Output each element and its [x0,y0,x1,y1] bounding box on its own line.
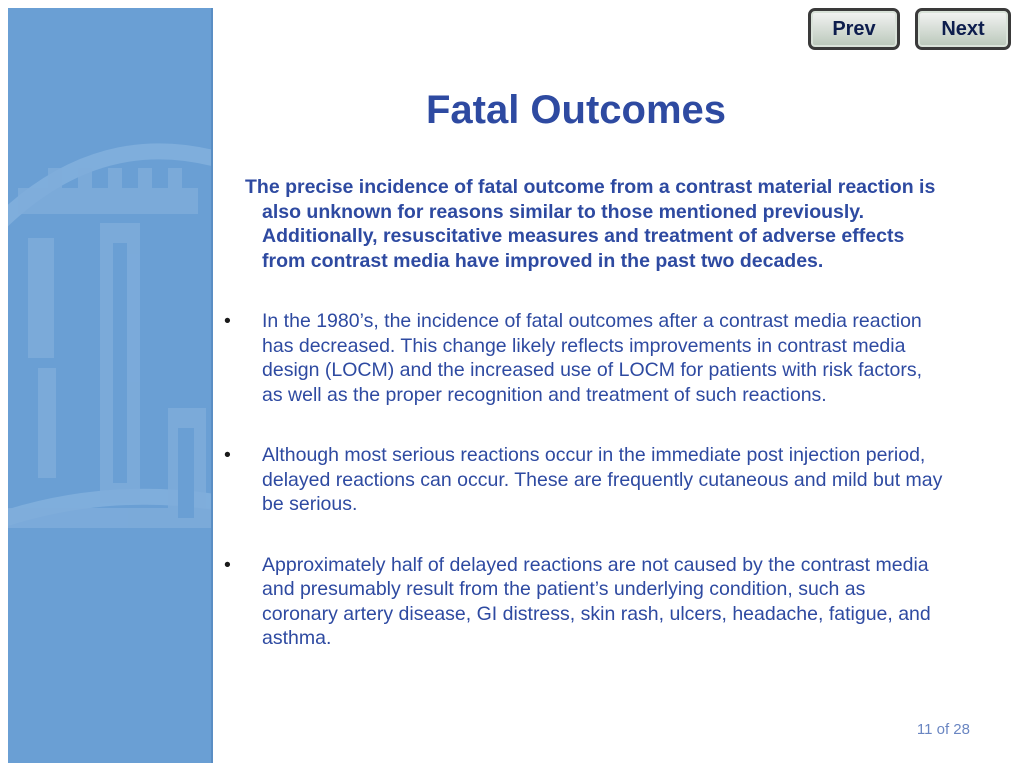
prev-button[interactable]: Prev [808,8,900,50]
intro-paragraph: The precise incidence of fatal outcome from a contrast material reaction is also unknown for reasons similar to those mentioned previously. Additionally, resuscitative measures and treatment of adverse effects from contrast media have improved in the past two decades. [245,176,936,272]
bullet-item [224,553,944,651]
bullet-icon: • [224,444,231,466]
bullet-item [224,443,944,517]
bullet-icon: • [224,310,231,332]
slide-title: Fatal Outcomes [425,88,727,132]
bullet-text: Approximately half of delayed reactions are not caused by the contrast media and presumably result from the patient’s underlying condition, such as coronary artery disease, GI distress, skin rash, ulcers, headache, fatigue, and asthma. [262,553,931,649]
next-button[interactable]: Next [915,8,1011,50]
page-indicator: 11 of 28 [916,721,970,738]
building-watermark-icon [8,8,211,763]
bullet-text: Although most serious reactions occur in the immediate post injection period, delayed reactions can occur. These are frequently cutaneous and mild but may be serious. [262,444,943,515]
bullet-item [224,309,944,407]
slide-content [224,175,944,687]
bullet-icon: • [224,553,231,576]
bullet-text: In the 1980’s, the incidence of fatal outcomes after a contrast media reaction has decreased. This change likely reflects improvements in contrast media design (LOCM) and the increased use of LOCM for patients with risk factors, as well as the proper recognition and treatment of such reactions. [262,310,923,406]
side-panel [8,8,213,763]
